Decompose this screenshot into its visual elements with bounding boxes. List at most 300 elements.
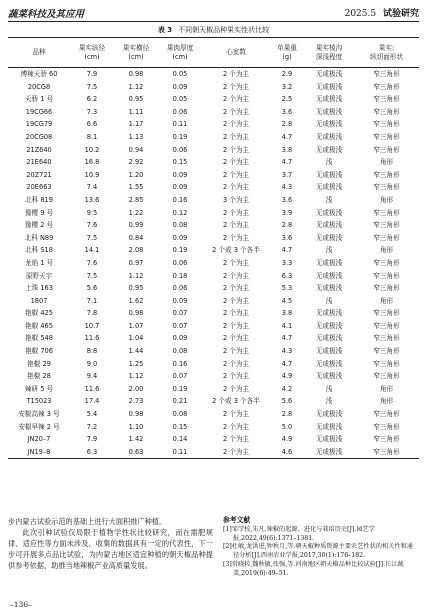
- table-cell: 窄三角形: [373, 410, 400, 419]
- table-cell: 2 个为主: [222, 233, 250, 242]
- table-cell: 0.21: [172, 397, 188, 406]
- table-cell: 无或极浅: [315, 221, 343, 230]
- table-cell: 5.0: [281, 422, 293, 431]
- table-cell: 窄三角形: [373, 183, 400, 192]
- table-cell: 2 个为主: [222, 334, 250, 343]
- body-paragraph-1: 步内蒙古试验示范的基础上进行大面积推广种植。: [8, 517, 167, 526]
- table-cell: 窄三角形: [354, 446, 419, 459]
- table-row: [8, 144, 419, 157]
- table-cell: 窄三角形: [373, 435, 400, 444]
- table-cell: 6.2: [86, 95, 98, 104]
- col-header-length: 果实纵径 (cm): [70, 38, 114, 68]
- table-cell: 安椒早辣 2 号: [18, 422, 60, 431]
- table-cell: JN20–7: [27, 435, 51, 444]
- table-cell: 2 个为主: [222, 208, 250, 217]
- table-cell: 2 个为主: [222, 258, 250, 267]
- table-cell: 无或极浅: [315, 410, 343, 419]
- page-number: –136–: [10, 600, 32, 609]
- table-row: [8, 93, 419, 106]
- table-cell: 9.0: [86, 359, 98, 368]
- table-cell: 0.16: [172, 359, 188, 368]
- table-cell: 豫樱 9 号: [24, 208, 54, 217]
- table-cell: 0.99: [128, 221, 144, 230]
- table-cell: 2.8: [281, 410, 293, 419]
- table-cell: 6.3: [281, 271, 293, 280]
- table-cell: 角形: [379, 246, 394, 255]
- reference-list: [223, 526, 419, 579]
- table-cell: 0.15: [172, 422, 188, 431]
- table-cell: 4.3: [281, 347, 293, 356]
- table-cell: 3.2: [281, 82, 293, 91]
- table-cell: 7.3: [86, 107, 98, 116]
- table-cell: 0.09: [172, 296, 188, 305]
- table-cell: 4.6: [270, 446, 304, 459]
- table-row: [8, 68, 419, 81]
- table-cell: 5.4: [86, 410, 98, 419]
- table-cell: 0.08: [172, 221, 188, 230]
- table-cell: 4.9: [281, 372, 293, 381]
- body-text: [8, 516, 213, 579]
- table-cell: 艳椒 425: [25, 309, 53, 318]
- table-cell: 安椒高辣 3 号: [18, 410, 60, 419]
- table-cell: 窄三角形: [373, 221, 400, 230]
- table-cell: 1.44: [128, 347, 144, 356]
- table-cell: 无或极浅: [315, 347, 343, 356]
- table-cell: 11.6: [84, 384, 100, 393]
- table-cell: 2 个为主: [222, 271, 250, 280]
- table-cell: 0.09: [172, 233, 188, 242]
- table-row: [8, 244, 419, 257]
- table-cell: 浅: [325, 158, 333, 167]
- table-cell: 3.3: [281, 258, 293, 267]
- table-cell: 无或极浅: [315, 132, 343, 141]
- table-cell: 无或极浅: [315, 120, 343, 129]
- table-cell: 窄三角形: [373, 82, 400, 91]
- table-cell: 20CG8: [27, 82, 51, 91]
- table-row: [8, 433, 419, 446]
- table-row: [8, 181, 419, 194]
- table-cell: 2 个为主: [222, 145, 250, 154]
- table-cell: 7.2: [86, 422, 98, 431]
- table-cell: 无或极浅: [315, 359, 343, 368]
- table-cell: 北科 S18: [25, 246, 53, 255]
- table-row: [8, 232, 419, 245]
- table-cell: 2 个为主: [222, 170, 250, 179]
- table-cell: 1.25: [128, 359, 144, 368]
- table-cell: 辣研 5 号: [24, 384, 54, 393]
- table-cell: 2 个或 3 个各半: [212, 397, 260, 406]
- table-row: [8, 320, 419, 333]
- table-row: [8, 395, 419, 408]
- table-cell: 豫樱 2 号: [24, 221, 54, 230]
- table-cell: 无或极浅: [315, 145, 343, 154]
- table-cell: 窄三角形: [373, 334, 400, 343]
- table-cell: 8.8: [86, 347, 98, 356]
- table-cell: 浅: [325, 195, 333, 204]
- table-cell: 窄三角形: [373, 372, 400, 381]
- table-cell: 窄三角形: [373, 347, 400, 356]
- table-cell: 窄三角形: [373, 132, 400, 141]
- table-row: [8, 332, 419, 345]
- table-cell: 无或极浅: [315, 309, 343, 318]
- table-cell: 5.6: [86, 284, 98, 293]
- table-cell: 4.7: [281, 359, 293, 368]
- table-cell: 2.00: [128, 384, 144, 393]
- bottom-section: [8, 516, 419, 579]
- table-cell: 艳椒 548: [25, 334, 53, 343]
- table-cell: 7.6: [86, 221, 98, 230]
- table-cell: 3.6: [281, 107, 293, 116]
- table-cell: 无或极浅: [315, 208, 343, 217]
- table-cell: 0.09: [172, 82, 188, 91]
- table-cell: 窄三角形: [373, 321, 400, 330]
- table-cell: 2.8: [281, 221, 293, 230]
- table-cell: 无或极浅: [315, 321, 343, 330]
- table-cell: 博辣天骄 60: [20, 70, 58, 78]
- table-cell: 0.15: [172, 158, 188, 167]
- table-cell: 上珠 163: [25, 284, 53, 293]
- table-cell: 北科 N89: [24, 233, 54, 242]
- table-cell: 无或极浅: [315, 258, 343, 267]
- table-cell: 0.05: [172, 95, 188, 104]
- table-cell: 窄三角形: [373, 107, 400, 116]
- table-row: [8, 358, 419, 371]
- table-cell: 0.14: [172, 435, 188, 444]
- table-cell: 9.5: [86, 208, 98, 217]
- table-cell: 1.62: [128, 296, 144, 305]
- table-cell: 20Z721: [26, 170, 52, 179]
- table-cell: 0.11: [172, 120, 188, 129]
- table-cell: 0.06: [172, 284, 188, 293]
- table-row: [8, 270, 419, 283]
- col-header-weight: 单果重 (g): [270, 38, 304, 68]
- table-row: [8, 257, 419, 270]
- references: [223, 516, 419, 579]
- table-cell: 无或极浅: [315, 107, 343, 116]
- table-cell: 1807: [30, 296, 48, 305]
- table-cell: 2 个为主: [222, 221, 250, 230]
- header-right: [345, 6, 419, 19]
- table-cell: 1.17: [128, 120, 144, 129]
- table-cell: 2 个为主: [222, 384, 250, 393]
- table-cell: 21E640: [26, 158, 52, 167]
- table-cell: 20E663: [26, 183, 52, 192]
- table-cell: 2 个为主: [222, 183, 250, 192]
- table-cell: 0.12: [172, 208, 188, 217]
- table-cell: 2 个为主: [222, 410, 250, 419]
- table-cell: 2 个为主: [222, 284, 250, 293]
- table-cell: 无或极浅: [315, 372, 343, 381]
- table-label: 表 3: [157, 26, 173, 34]
- table-cell: 0.16: [172, 195, 188, 204]
- reference-item: [2]杜敏,龙洪进,钟秋月,等.朝天椒种质资源主要农艺性状的相关性和通径分析[J].西南农业学报,2017,30(1):176–182.: [223, 543, 413, 560]
- table-cell: 0.11: [158, 446, 202, 459]
- table-cell: 艳椒 706: [25, 347, 53, 356]
- table-cell: 6.6: [86, 120, 98, 129]
- table-cell: 无或极浅: [315, 82, 343, 91]
- table-cell: 2 个为主: [222, 296, 250, 305]
- table-cell: 20CG08: [25, 132, 53, 141]
- table-cell: 4.5: [281, 296, 293, 305]
- table-cell: 2 个为主: [222, 347, 250, 356]
- table-cell: 1.13: [128, 132, 144, 141]
- table-cell: 无或极浅: [304, 446, 354, 459]
- table-cell: 艳椒 465: [25, 321, 53, 330]
- table-cell: 19CG79: [25, 120, 53, 129]
- table-cell: 窄三角形: [373, 208, 400, 217]
- table-cell: 4.7: [281, 132, 293, 141]
- table-cell: 1.11: [128, 107, 144, 116]
- table-cell: 原野天宇: [25, 271, 53, 280]
- table-cell: 0.05: [172, 70, 188, 78]
- table-cell: 0.98: [128, 70, 144, 78]
- table-cell: 浅: [325, 246, 333, 255]
- table-cell: 2 个为主: [222, 435, 250, 444]
- table-cell: 10.7: [84, 321, 100, 330]
- table-cell: 13.6: [84, 195, 100, 204]
- table-cell: 无或极浅: [315, 233, 343, 242]
- table-cell: 角形: [379, 397, 394, 406]
- table-cell: 2 个为主: [222, 422, 250, 431]
- table-row: [8, 421, 419, 434]
- table-cell: 1.10: [128, 422, 144, 431]
- table-cell: 角形: [379, 195, 394, 204]
- table-cell: 10.2: [84, 145, 100, 154]
- table-cell: T15023: [26, 397, 52, 406]
- table-cell: 无或极浅: [315, 422, 343, 431]
- table-cell: 2 个为主: [222, 359, 250, 368]
- running-header: [8, 4, 419, 21]
- table-cell: 11.6: [84, 334, 100, 343]
- table-row: [8, 131, 419, 144]
- table-cell: 4.1: [281, 321, 293, 330]
- table-cell: 0.95: [128, 95, 144, 104]
- table-cell: 7.5: [86, 233, 98, 242]
- table-cell: 龙焰 1 号: [24, 258, 54, 267]
- table-cell: 0.09: [172, 183, 188, 192]
- table-row: [8, 169, 419, 182]
- table-cell: 窄三角形: [373, 359, 400, 368]
- table-body: [8, 68, 419, 459]
- table-row: [8, 156, 419, 169]
- table-row: [8, 408, 419, 421]
- table-row: [8, 446, 419, 459]
- table-row: [8, 282, 419, 295]
- table-cell: 1.12: [128, 372, 144, 381]
- reference-item: [1]邹学校,朱凡.辣椒的起源、进化与栽培历史[J].园艺学报,2022,49(6):1371–1381.: [223, 525, 375, 542]
- table-cell: 7.5: [86, 82, 98, 91]
- table-cell: 8.1: [86, 132, 98, 141]
- section-title: 试验研究: [382, 9, 419, 19]
- table-cell: 7.9: [86, 435, 98, 444]
- table-cell: 3.7: [281, 170, 293, 179]
- col-header-locules: 心室数: [202, 38, 270, 68]
- table-cell: 无或极浅: [315, 435, 343, 444]
- table-cell: 2 个为主: [222, 95, 250, 104]
- col-header-groove: 果实棱沟 深浅程度: [304, 38, 354, 68]
- table-cell: 2.73: [128, 397, 144, 406]
- table-cell: 浅: [325, 397, 333, 406]
- table-row: [8, 307, 419, 320]
- table-cell: 0.07: [172, 321, 188, 330]
- table-cell: 6.3: [70, 446, 114, 459]
- table-cell: 0.09: [172, 170, 188, 179]
- table-cell: 1.07: [128, 321, 144, 330]
- reference-item: [3]常晓转,魏秋敏,张强,等.河南地区朝天椒品种比较试验[J].长江蔬菜,2019(6):49–51.: [223, 560, 404, 577]
- traits-table: [8, 37, 419, 459]
- table-cell: 2 个为主: [222, 132, 250, 141]
- journal-name: 蔬菜科技及其应用: [8, 8, 85, 20]
- table-cell: 3 个为主: [222, 195, 250, 204]
- table-title: 不同朝天椒品种果实性状比较: [178, 26, 270, 34]
- table-cell: 7.6: [86, 258, 98, 267]
- table-cell: 窄三角形: [373, 258, 400, 267]
- table-cell: 3.8: [281, 309, 293, 318]
- table-cell: 窄三角形: [373, 309, 400, 318]
- table-cell: 艳椒 28: [27, 372, 51, 381]
- table-cell: 1.12: [128, 82, 144, 91]
- col-header-variety: 品种: [8, 38, 70, 68]
- table-cell: 2.8: [281, 120, 293, 129]
- table-cell: 0.97: [128, 258, 144, 267]
- table-cell: 0.08: [172, 410, 188, 419]
- table-cell: 2.08: [128, 246, 144, 255]
- table-cell: 4.9: [281, 435, 293, 444]
- table-row: [8, 370, 419, 383]
- table-cell: 0.06: [172, 258, 188, 267]
- table-cell: 0.95: [128, 284, 144, 293]
- table-cell: 0.09: [172, 334, 188, 343]
- table-cell: 1.12: [128, 271, 144, 280]
- table-cell: 0.08: [172, 347, 188, 356]
- table-header-row: [8, 38, 419, 68]
- table-cell: 3.9: [281, 208, 293, 217]
- table-cell: 3.6: [281, 195, 293, 204]
- col-header-width: 果实横径 (cm): [114, 38, 158, 68]
- table-cell: 4.3: [281, 183, 293, 192]
- table-cell: 窄三角形: [373, 284, 400, 293]
- table-cell: 2 个为主: [222, 82, 250, 91]
- table-cell: 21Z640: [26, 145, 52, 154]
- table-cell: 无或极浅: [315, 183, 343, 192]
- table-caption: [0, 25, 427, 35]
- table-cell: 14.1: [84, 246, 100, 255]
- table-cell: 0.63: [114, 446, 158, 459]
- table-cell: 无或极浅: [315, 284, 343, 293]
- table-cell: 2 个为主: [222, 309, 250, 318]
- table-cell: 4.2: [281, 384, 293, 393]
- table-cell: 16.8: [84, 158, 100, 167]
- table-cell: 5.6: [281, 397, 293, 406]
- table-cell: 窄三角形: [373, 145, 400, 154]
- table-cell: 3.8: [281, 145, 293, 154]
- table-cell: 0.84: [128, 233, 144, 242]
- table-cell: 0.19: [172, 132, 188, 141]
- header-rule: [8, 21, 419, 22]
- table-cell: 7.8: [86, 309, 98, 318]
- table-cell: 7.4: [86, 183, 98, 192]
- table-cell: 2 个为主: [202, 446, 270, 459]
- table-cell: 无或极浅: [315, 334, 343, 343]
- table-cell: 窄三角形: [373, 233, 400, 242]
- table-cell: 窄三角形: [373, 271, 400, 280]
- body-paragraph-2: 此次引种试验仅局限于植物学性状比较研究，而在需肥规律、适应性等方面未涉及，收集的数据具有一定的代表性，下一步可开展多点品比试验，为内蒙古地区适宜种植的朝天椒品种提供参考依据，助推当地辣椒产业高质量发展。: [8, 528, 213, 570]
- references-heading: 参考文献: [223, 516, 251, 524]
- table-row: [8, 219, 419, 232]
- table-cell: 2 个为主: [222, 372, 250, 381]
- table-cell: 北科 819: [25, 195, 53, 204]
- table-cell: 2 个为主: [222, 158, 250, 167]
- table-row: [8, 383, 419, 396]
- table-row: [8, 106, 419, 119]
- table-cell: 2.92: [128, 158, 144, 167]
- table-cell: 窄三角形: [373, 70, 400, 78]
- issue-number: 2025.5: [344, 9, 377, 19]
- table-cell: 0.98: [128, 410, 144, 419]
- table-cell: 4.7: [281, 246, 293, 255]
- table-cell: 2.85: [128, 195, 144, 204]
- table-cell: 无或极浅: [315, 271, 343, 280]
- table-cell: 10.9: [84, 170, 100, 179]
- table-cell: 3.6: [281, 233, 293, 242]
- table-cell: 天骄 1 号: [24, 95, 54, 104]
- table-cell: 0.06: [172, 107, 188, 116]
- table-cell: 0.19: [172, 384, 188, 393]
- table-cell: 0.98: [128, 309, 144, 318]
- table-row: [8, 345, 419, 358]
- table-cell: 5.3: [281, 284, 293, 293]
- table-cell: 1.42: [128, 435, 144, 444]
- table-cell: 窄三角形: [373, 120, 400, 129]
- col-header-shape: 果实: 纵切面形状: [354, 38, 419, 68]
- table-cell: 窄三角形: [373, 422, 400, 431]
- table-cell: 1.55: [128, 183, 144, 192]
- table-cell: 0.19: [172, 246, 188, 255]
- table-cell: 9.4: [86, 372, 98, 381]
- table-cell: 4.7: [281, 158, 293, 167]
- table-cell: 0.07: [172, 309, 188, 318]
- table-cell: JN19–8: [8, 446, 70, 459]
- table-cell: 窄三角形: [373, 95, 400, 104]
- table-cell: 2.5: [281, 95, 293, 104]
- table-cell: 0.18: [172, 271, 188, 280]
- table-row: [8, 207, 419, 220]
- table-cell: 无或极浅: [315, 70, 343, 78]
- table-cell: 角形: [379, 384, 394, 393]
- table-row: [8, 295, 419, 308]
- table-cell: 1.20: [128, 170, 144, 179]
- table-cell: 0.06: [172, 145, 188, 154]
- table-cell: 角形: [379, 158, 394, 167]
- col-header-thickness: 果肉厚度 (cm): [158, 38, 202, 68]
- table-cell: 7.5: [86, 271, 98, 280]
- table-cell: 角形: [379, 296, 394, 305]
- table-row: [8, 194, 419, 207]
- table-cell: 无或极浅: [315, 95, 343, 104]
- table-cell: 2 个为主: [222, 120, 250, 129]
- table-cell: 浅: [325, 384, 333, 393]
- table-cell: 19CG66: [25, 107, 53, 116]
- table-cell: 窄三角形: [373, 170, 400, 179]
- table-cell: 无或极浅: [315, 170, 343, 179]
- table-cell: 2 个为主: [222, 321, 250, 330]
- table-cell: 2 个为主: [222, 70, 250, 78]
- table-cell: 1.22: [128, 208, 144, 217]
- table-cell: 2 个或 3 个各半: [212, 246, 260, 255]
- table-cell: 7.1: [86, 296, 98, 305]
- table-cell: 艳椒 29: [27, 359, 51, 368]
- table-cell: 0.07: [172, 372, 188, 381]
